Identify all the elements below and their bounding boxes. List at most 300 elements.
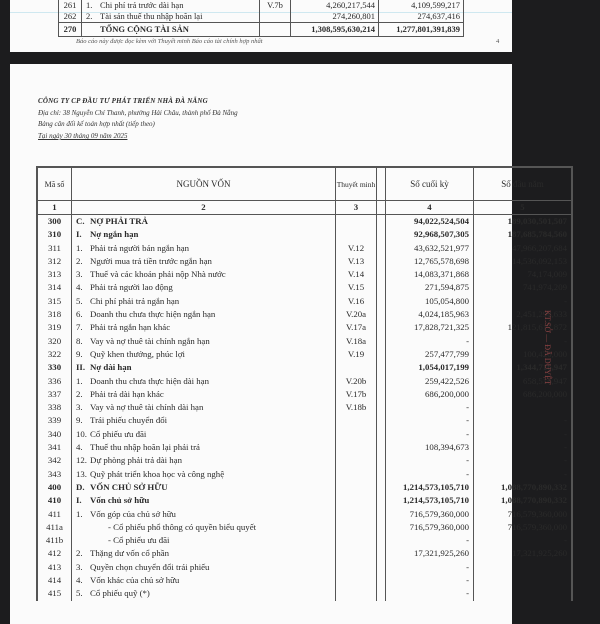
row-index: 1.: [76, 508, 83, 519]
row-start-year: [474, 574, 571, 587]
row-label: Dự phòng phải trả dài hạn: [90, 455, 182, 466]
row-name: [72, 521, 336, 534]
row-index: I.: [76, 229, 82, 240]
row-note: V.14: [336, 268, 377, 281]
row-start-year: 1,344,716,947: [516, 362, 567, 373]
column-gap: [377, 308, 386, 321]
colnum-name: 2: [72, 201, 336, 214]
row-label: Thặng dư vốn cổ phần: [90, 548, 170, 559]
row-code: 314: [38, 281, 72, 294]
table-row: [38, 454, 571, 467]
row-note: [336, 414, 377, 427]
column-gap: [377, 414, 386, 427]
row-note: [336, 228, 377, 241]
row-index: 9.: [76, 415, 83, 426]
row-note: [336, 508, 377, 521]
row-name: [72, 388, 336, 401]
row-end-period: 271,594,875: [386, 281, 474, 294]
row-end-period: -: [386, 454, 474, 467]
row-code: 336: [38, 375, 72, 388]
row-code: 337: [38, 388, 72, 401]
row-label: Cổ phiếu ưu đãi: [90, 428, 147, 439]
row-name: [72, 255, 336, 268]
row-note: [336, 441, 377, 454]
row-end-period: 108,394,673: [386, 441, 474, 454]
row-note: V.15: [336, 281, 377, 294]
liabilities-equity-table: [36, 166, 573, 601]
row-label: Vay và nợ thuê tài chính ngắn hạn: [90, 335, 210, 346]
row-label: Vốn góp của chủ sở hữu: [90, 508, 176, 519]
row-code: 310: [38, 228, 72, 241]
row-index: 8.: [76, 335, 83, 346]
row-name: [72, 508, 336, 521]
row-index: 1.: [76, 242, 83, 253]
column-gap: [377, 454, 386, 467]
row-end-period: 12,765,578,698: [386, 255, 474, 268]
total-assets-row: [59, 22, 463, 36]
row-end-period: -: [386, 401, 474, 414]
column-gap: [377, 348, 386, 361]
row-index: 10.: [76, 428, 87, 439]
row-start-year: -: [564, 442, 567, 453]
table-row: [38, 521, 571, 534]
row-name: [72, 321, 336, 334]
row-start-year: [474, 561, 571, 574]
column-gap: [377, 201, 386, 214]
row-note: [336, 521, 377, 534]
header-end-period: Số cuối kỳ: [386, 168, 474, 200]
row-name: [72, 561, 336, 574]
column-gap: [377, 401, 386, 414]
row-name: 1. Chi phí trả trước dài hạn: [82, 0, 260, 11]
row-end-period: 4,260,217,544: [291, 0, 379, 11]
row-start-year: 1,088,770,890,332: [501, 481, 567, 492]
row-start-year: 274,637,416: [417, 11, 460, 21]
row-label: NỢ PHẢI TRẢ: [90, 216, 149, 226]
page-number: 4: [496, 38, 500, 45]
row-label: Phải trả dài hạn khác: [90, 388, 164, 399]
table-row: [38, 361, 571, 374]
report-date: Tại ngày 30 tháng 09 năm 2025: [38, 132, 128, 140]
column-gap: [377, 441, 386, 454]
colnum-end-period: 4: [386, 201, 474, 214]
row-code: 312: [38, 255, 72, 268]
column-gap: [377, 215, 386, 228]
column-gap: [377, 268, 386, 281]
row-index: 4.: [76, 575, 83, 586]
row-end-period: -: [386, 335, 474, 348]
row-start-year: -: [564, 535, 567, 546]
table-row: [38, 255, 571, 268]
row-label: Phải trả người lao động: [90, 282, 173, 293]
row-label: VỐN CHỦ SỞ HỮU: [90, 481, 168, 492]
row-label: Phải trả người bán ngắn hạn: [90, 242, 190, 253]
column-gap: [377, 388, 386, 401]
row-note: [336, 574, 377, 587]
column-gap: [377, 255, 386, 268]
row-start-year: [474, 587, 571, 600]
row-index: 6.: [76, 309, 83, 320]
row-code: 412: [38, 547, 72, 560]
row-end-period: -: [386, 574, 474, 587]
row-index: 5.: [76, 295, 83, 306]
row-label: Quỹ phát triển khoa học và công nghệ: [90, 468, 225, 479]
column-gap: [377, 242, 386, 255]
row-start-year: 17,321,925,260: [512, 548, 567, 559]
row-end-period: -: [386, 468, 474, 481]
row-label: - Cổ phiếu ưu đãi: [108, 535, 170, 546]
row-note: [260, 11, 291, 22]
table-row: [38, 481, 571, 494]
row-note: [336, 428, 377, 441]
row-label: Quyền chọn chuyển đổi trái phiếu: [90, 561, 210, 572]
row-label: Thuế thu nhập hoãn lại phải trả: [90, 442, 200, 453]
table-row: [38, 494, 571, 507]
table-row: [38, 215, 571, 228]
table-row: [38, 428, 571, 441]
header-name: NGUỒN VỐN: [72, 168, 336, 200]
row-end-period: -: [386, 534, 474, 547]
row-note: [336, 494, 377, 507]
row-start-year: 658,516,947: [523, 375, 567, 386]
row-note: V.18b: [336, 401, 377, 414]
table-row: [38, 561, 571, 574]
row-note: V.12: [336, 242, 377, 255]
row-index: 4.: [76, 442, 83, 453]
row-code: 414: [38, 574, 72, 587]
row-start-year: 14,536,092,153: [512, 255, 567, 266]
table-row: [38, 335, 571, 348]
row-label: Doanh thu chưa thực hiện ngắn hạn: [90, 309, 216, 320]
row-note: V.17b: [336, 388, 377, 401]
row-index: 9.: [76, 348, 83, 359]
row-index: 5.: [76, 588, 83, 599]
table-row: [38, 401, 571, 414]
table-header: [38, 168, 571, 201]
row-name: [72, 242, 336, 255]
table-row: [38, 268, 571, 281]
row-label: Phải trả ngắn hạn khác: [90, 322, 171, 333]
column-gap: [377, 587, 386, 600]
row-label: Nợ dài hạn: [90, 362, 132, 373]
row-label: - Cổ phiếu phổ thông có quyền biểu quyết: [108, 521, 257, 532]
column-gap: [377, 481, 386, 494]
table-row: [38, 375, 571, 388]
row-code: 319: [38, 321, 72, 334]
column-gap: [377, 508, 386, 521]
row-end-period: 274,260,801: [291, 11, 379, 22]
row-note: [336, 468, 377, 481]
row-label: Trái phiếu chuyển đổi: [90, 415, 168, 426]
row-name: [72, 587, 336, 600]
row-start-year: -: [564, 455, 567, 466]
row-name: [72, 295, 336, 308]
column-gap: [377, 281, 386, 294]
row-start-year: 4,109,599,217: [411, 0, 460, 10]
row-start-year: 74,174,009: [527, 269, 567, 280]
table-row: [38, 441, 571, 454]
row-name: [72, 454, 336, 467]
row-end-period: 1,214,573,105,710: [386, 494, 474, 507]
row-code: 338: [38, 401, 72, 414]
row-start-year: 716,579,360,000: [507, 521, 567, 532]
row-name: [72, 375, 336, 388]
row-code: 313: [38, 268, 72, 281]
row-end-period: 1,308,595,630,214: [291, 23, 379, 36]
row-start-year: -: [564, 415, 567, 426]
balance-sheet-page: [10, 64, 567, 624]
previous-page-table: [58, 0, 464, 37]
row-note: [336, 547, 377, 560]
row-name: [72, 441, 336, 454]
row-note: [336, 481, 377, 494]
row-note: [336, 454, 377, 467]
row-label: Người mua trả tiền trước ngắn hạn: [90, 255, 212, 266]
table-row: [38, 281, 571, 294]
row-name: [72, 468, 336, 481]
row-note: V.16: [336, 295, 377, 308]
row-index: 1.: [76, 375, 83, 386]
row-note: V.20a: [336, 308, 377, 321]
row-label: Vốn khác của chủ sở hữu: [90, 575, 180, 586]
row-note: [336, 561, 377, 574]
column-gap: [377, 295, 386, 308]
row-index: 12.: [76, 455, 87, 466]
colnum-start-year: 5: [520, 202, 525, 212]
row-name: [72, 268, 336, 281]
row-name: [72, 494, 336, 507]
row-end-period: 716,579,360,000: [386, 521, 474, 534]
table-row: [38, 295, 571, 308]
table-row: [38, 534, 571, 547]
row-label: Quỹ khen thưởng, phúc lợi: [90, 348, 185, 359]
row-code: 341: [38, 441, 72, 454]
row-index: 3.: [76, 269, 83, 280]
footer-note: Báo cáo này được đọc kèm với Thuyết minh Báo cáo tài chính hợp nhất: [76, 38, 263, 45]
row-code: 300: [38, 215, 72, 228]
row-index: D.: [76, 481, 85, 492]
row-name: TỔNG CỘNG TÀI SẢN: [82, 23, 260, 36]
table-row: [38, 321, 571, 334]
row-end-period: 17,828,721,325: [386, 321, 474, 334]
row-note: V.18a: [336, 335, 377, 348]
row-end-period: 1,054,017,199: [386, 361, 474, 374]
row-name: [72, 574, 336, 587]
row-code: 318: [38, 308, 72, 321]
row-start-year: 121,815,617,872: [507, 322, 567, 333]
column-gap: [377, 168, 386, 200]
row-code: 413: [38, 561, 72, 574]
row-code: 400: [38, 481, 72, 494]
company-address: Địa chỉ: 38 Nguyễn Chí Thanh, phường Hải Châu, thành phố Đà Nẵng: [38, 109, 238, 117]
row-code: 343: [38, 468, 72, 481]
table-row: [38, 228, 571, 241]
row-end-period: 92,968,507,305: [386, 228, 474, 241]
row-code: 410: [38, 494, 72, 507]
colnum-code: 1: [38, 201, 72, 214]
row-label: Nợ ngắn hạn: [90, 229, 139, 240]
row-start-year: 686,200,000: [523, 388, 567, 399]
row-end-period: 259,422,526: [386, 375, 474, 388]
row-start-year: 47,966,207,684: [512, 242, 567, 253]
column-gap: [377, 361, 386, 374]
row-start-year: [474, 401, 571, 414]
row-label: Vay và nợ thuê tài chính dài hạn: [90, 402, 204, 413]
table-row: [38, 574, 571, 587]
row-end-period: 4,024,185,963: [386, 308, 474, 321]
row-note: [336, 361, 377, 374]
header-start-year: Số đầu năm: [501, 178, 544, 189]
row-start-year: 1,277,801,391,839: [396, 24, 460, 34]
row-code: 330: [38, 361, 72, 374]
column-gap: [377, 494, 386, 507]
row-code: 339: [38, 414, 72, 427]
row-end-period: -: [386, 414, 474, 427]
row-end-period: 716,579,360,000: [386, 508, 474, 521]
column-gap: [377, 574, 386, 587]
row-start-year: 100,420,000: [523, 348, 567, 359]
table-row: [38, 587, 571, 600]
row-name: 2. Tài sản thuế thu nhập hoãn lại: [82, 11, 260, 22]
row-end-period: 43,632,521,977: [386, 242, 474, 255]
previous-page: [10, 0, 512, 52]
row-start-year: -: [564, 335, 567, 346]
red-stamp: KT.SỞ — ĐÃ DUYỆT: [543, 310, 552, 385]
row-code: 411b: [38, 534, 72, 547]
row-label: Chi phí phải trả ngắn hạn: [90, 295, 180, 306]
row-code: 411a: [38, 521, 72, 534]
row-name: [72, 308, 336, 321]
table-row: [38, 348, 571, 361]
row-start-year: 741,974,209: [523, 282, 567, 293]
row-code: 320: [38, 335, 72, 348]
table-body: [38, 215, 571, 601]
row-name: [72, 401, 336, 414]
row-start-year: 189,030,501,507: [507, 216, 567, 226]
column-gap: [377, 547, 386, 560]
row-start-year: -: [564, 295, 567, 306]
row-start-year: 2,451,298,633: [516, 309, 567, 320]
row-index: I.: [76, 495, 82, 506]
row-end-period: -: [386, 561, 474, 574]
row-end-period: 1,214,573,105,710: [386, 481, 474, 494]
table-row: [59, 11, 463, 22]
row-end-period: -: [386, 587, 474, 600]
row-name: [72, 281, 336, 294]
row-name: [72, 414, 336, 427]
row-note: V.13: [336, 255, 377, 268]
column-gap: [377, 428, 386, 441]
row-end-period: -: [386, 428, 474, 441]
row-name: [72, 228, 336, 241]
row-index: C.: [76, 216, 85, 226]
table-row: [38, 508, 571, 521]
row-note: [336, 587, 377, 600]
row-label: Cổ phiếu quỹ (*): [90, 588, 150, 599]
row-start-year: 1,088,770,890,332: [501, 495, 567, 506]
row-note: [260, 23, 291, 36]
row-start-year: 187,685,784,560: [507, 229, 567, 240]
row-end-period: 257,477,799: [386, 348, 474, 361]
row-label: Thuế và các khoản phải nộp Nhà nước: [90, 269, 226, 280]
row-index: 7.: [76, 322, 83, 333]
row-name: [72, 534, 336, 547]
table-row: [38, 308, 571, 321]
row-name: [72, 348, 336, 361]
column-gap: [377, 321, 386, 334]
row-code: 262: [59, 11, 82, 22]
column-gap: [377, 228, 386, 241]
row-name: [72, 361, 336, 374]
row-index: 13.: [76, 468, 87, 479]
row-code: 411: [38, 508, 72, 521]
header-note: Thuyết minh: [336, 168, 377, 200]
row-note: [336, 215, 377, 228]
row-note: [336, 534, 377, 547]
row-name: [72, 547, 336, 560]
table-row: [38, 414, 571, 427]
column-gap: [377, 534, 386, 547]
row-index: 3.: [76, 402, 83, 413]
row-end-period: 94,022,524,504: [386, 215, 474, 228]
row-end-period: 14,083,371,868: [386, 268, 474, 281]
row-start-year: -: [564, 428, 567, 439]
row-code: 311: [38, 242, 72, 255]
row-index: II.: [76, 362, 86, 373]
column-gap: [377, 468, 386, 481]
row-label: Vốn chủ sở hữu: [90, 495, 150, 506]
column-gap: [377, 375, 386, 388]
table-row: [38, 468, 571, 481]
row-index: 3.: [76, 561, 83, 572]
row-code: 315: [38, 295, 72, 308]
table-row: [38, 547, 571, 560]
row-start-year: -: [564, 468, 567, 479]
row-code: 342: [38, 454, 72, 467]
row-code: 322: [38, 348, 72, 361]
report-subtitle: Bảng cân đối kế toán hợp nhất (tiếp theo): [38, 120, 155, 128]
row-name: [72, 215, 336, 228]
row-name: [72, 481, 336, 494]
row-code: 340: [38, 428, 72, 441]
row-note: V.19: [336, 348, 377, 361]
row-index: 2.: [76, 388, 83, 399]
table-row: [38, 242, 571, 255]
row-name: [72, 335, 336, 348]
row-index: 4.: [76, 282, 83, 293]
row-index: 2.: [76, 255, 83, 266]
colnum-note: 3: [336, 201, 377, 214]
row-note: V.20b: [336, 375, 377, 388]
table-row: [38, 388, 571, 401]
row-index: 2.: [76, 548, 83, 559]
row-end-period: 686,200,000: [386, 388, 474, 401]
company-name: CÔNG TY CP ĐẦU TƯ PHÁT TRIỂN NHÀ ĐÀ NẴNG: [38, 97, 208, 105]
row-code: 270: [59, 23, 82, 36]
table-row: [59, 0, 463, 11]
row-note: V.7b: [260, 0, 291, 11]
column-gap: [377, 561, 386, 574]
row-end-period: 17,321,925,260: [386, 547, 474, 560]
row-end-period: 105,054,800: [386, 295, 474, 308]
row-code: 415: [38, 587, 72, 600]
row-note: V.17a: [336, 321, 377, 334]
row-start-year: 716,579,360,000: [507, 508, 567, 519]
row-code: 261: [59, 0, 82, 11]
row-label: Doanh thu chưa thực hiện dài hạn: [90, 375, 209, 386]
column-number-row: [38, 201, 571, 215]
header-code: Mã số: [38, 168, 72, 200]
